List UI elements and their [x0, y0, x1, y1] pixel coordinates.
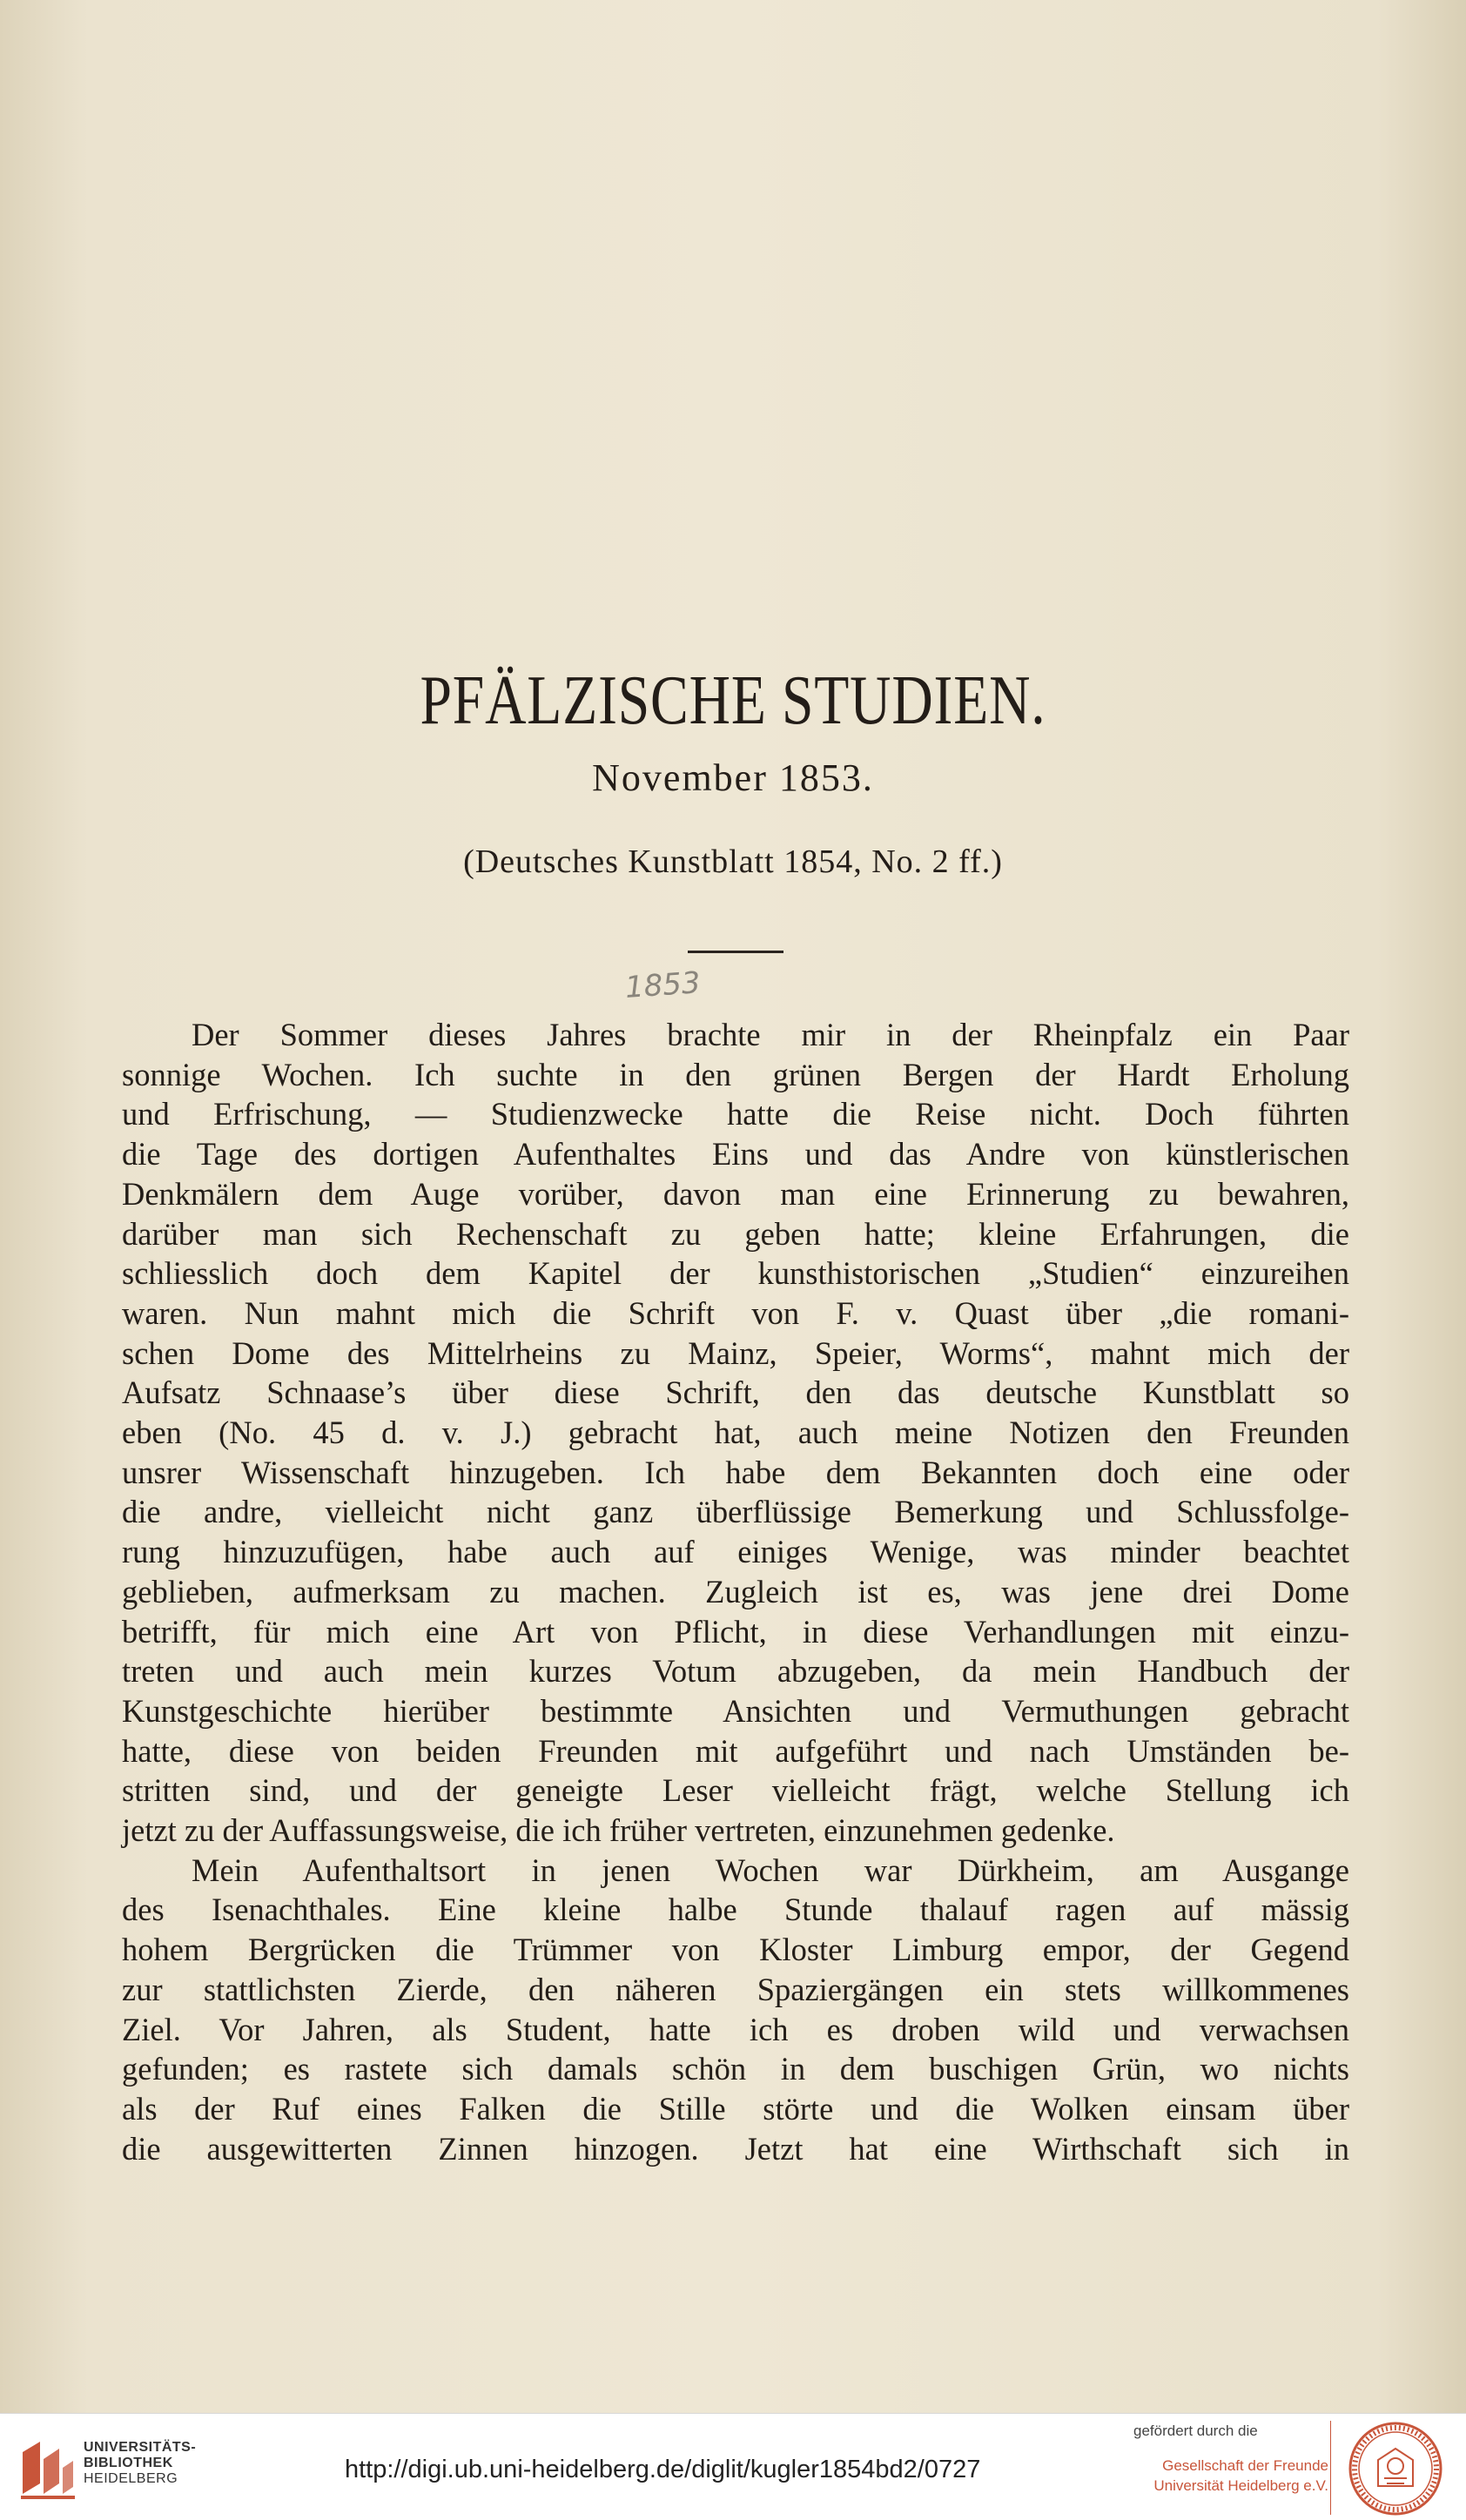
viewer-footer	[0, 2413, 1466, 2520]
pencil-annotation: 1853	[623, 965, 702, 1005]
text-line: treten und auch mein kurzes Votum abzugeben, da mein Handbuch der	[122, 1653, 1349, 1690]
sponsor-name-line: Universität Heidelberg e.V.	[1153, 2477, 1328, 2494]
sponsor-name-line: Gesellschaft der Freunde	[1162, 2457, 1328, 2474]
text-line: Kunstgeschichte hierüber bestimmte Ansichten und Vermuthungen gebracht	[122, 1692, 1349, 1729]
text-line: sonnige Wochen. Ich suchte in den grünen Bergen der Hardt Erholung	[122, 1056, 1349, 1092]
text-line: stritten sind, und der geneigte Leser vielleicht frägt, welche Stellung ich	[122, 1772, 1349, 1809]
text-line: die ausgewitterten Zinnen hinzogen. Jetzt hat eine Wirthschaft sich in	[122, 2130, 1349, 2167]
sponsor-name[interactable]	[1133, 2456, 1328, 2496]
text-line: zur stattlichsten Zierde, den näheren Spaziergängen ein stets willkommenes	[122, 1971, 1349, 2007]
text-line: betrifft, für mich eine Art von Pflicht, in diese Verhandlungen mit einzu-	[122, 1613, 1349, 1650]
text-line: die Tage des dortigen Aufenthaltes Eins und das Andre von künstlerischen	[122, 1136, 1349, 1173]
text-line: Aufsatz Schnaase’s über diese Schrift, den das deutsche Kunstblatt so	[122, 1374, 1349, 1411]
body-text	[122, 1015, 1349, 2168]
sponsor-divider	[1330, 2421, 1331, 2515]
text-line: rung hinzuzufügen, habe auch auf einiges Wenige, was minder beachtet	[122, 1534, 1349, 1570]
library-logo-icon	[14, 2433, 78, 2503]
university-seal-icon	[1348, 2421, 1443, 2517]
permalink-url[interactable]: http://digi.ub.uni-heidelberg.de/diglit/kugler1854bd2/0727	[345, 2456, 981, 2483]
paragraph-2	[122, 1851, 1349, 2169]
text-line: Der Sommer dieses Jahres brachte mir in der Rheinpfalz ein Paar	[192, 1017, 1349, 1052]
text-line: und Erfrischung, — Studienzwecke hatte die Reise nicht. Doch führten	[122, 1096, 1349, 1132]
text-line: als der Ruf eines Falken die Stille störte und die Wolken einsam über	[122, 2090, 1349, 2127]
date-subtitle: November 1853.	[592, 756, 874, 799]
text-line: schliesslich doch dem Kapitel der kunsthistorischen „Studien“ einzureihen	[122, 1255, 1349, 1292]
library-name-line: UNIVERSITÄTS-	[84, 2440, 197, 2455]
separator-rule	[688, 951, 783, 953]
text-line: hatte, diese von beiden Freunden mit aufgeführt und nach Umständen be-	[122, 1732, 1349, 1769]
library-name-line: HEIDELBERG	[84, 2471, 178, 2486]
text-line: die andre, vielleicht nicht ganz überflüssige Bemerkung und Schlussfolge-	[122, 1494, 1349, 1530]
text-line: geblieben, aufmerksam zu machen. Zugleich ist es, was jene drei Dome	[122, 1573, 1349, 1609]
text-line: Mein Aufenthaltsort in jenen Wochen war Dürkheim, am Ausgange	[192, 1851, 1349, 1888]
page-title: PFÄLZISCHE STUDIEN.	[420, 662, 1046, 739]
sponsor-label: gefördert durch die	[1133, 2423, 1258, 2439]
text-line: eben (No. 45 d. v. J.) gebracht hat, auch meine Notizen den Freunden	[122, 1415, 1349, 1451]
text-line: darüber man sich Rechenschaft zu geben hatte; kleine Erfahrungen, die	[122, 1215, 1349, 1252]
library-name	[84, 2440, 196, 2487]
text-line: unsrer Wissenschaft hinzugeben. Ich habe dem Bekannten doch eine oder	[122, 1454, 1349, 1490]
text-line: des Isenachthales. Eine kleine halbe Stunde thalauf ragen auf mässig	[122, 1892, 1349, 1928]
text-line: schen Dome des Mittelrheins zu Mainz, Speier, Worms“, mahnt mich der	[122, 1334, 1349, 1371]
paragraph-1	[122, 1015, 1349, 1851]
library-name-line: BIBLIOTHEK	[84, 2456, 173, 2470]
text-line: Ziel. Vor Jahren, als Student, hatte ich es droben wild und verwachsen	[122, 2011, 1349, 2047]
text-line: Denkmälern dem Auge vorüber, davon man eine Erinnerung zu bewahren,	[122, 1175, 1349, 1212]
text-line: gefunden; es rastete sich damals schön in dem buschigen Grün, wo nichts	[122, 2051, 1349, 2087]
text-line: jetzt zu der Auffassungsweise, die ich früher vertreten, einzunehmen gedenke.	[122, 1812, 1115, 1849]
text-line: waren. Nun mahnt mich die Schrift von F. v. Quast über „die romani-	[122, 1294, 1349, 1331]
source-citation: (Deutsches Kunstblatt 1854, No. 2 ff.)	[463, 843, 1003, 880]
text-line: hohem Bergrücken die Trümmer von Kloster Limburg empor, der Gegend	[122, 1932, 1349, 1968]
